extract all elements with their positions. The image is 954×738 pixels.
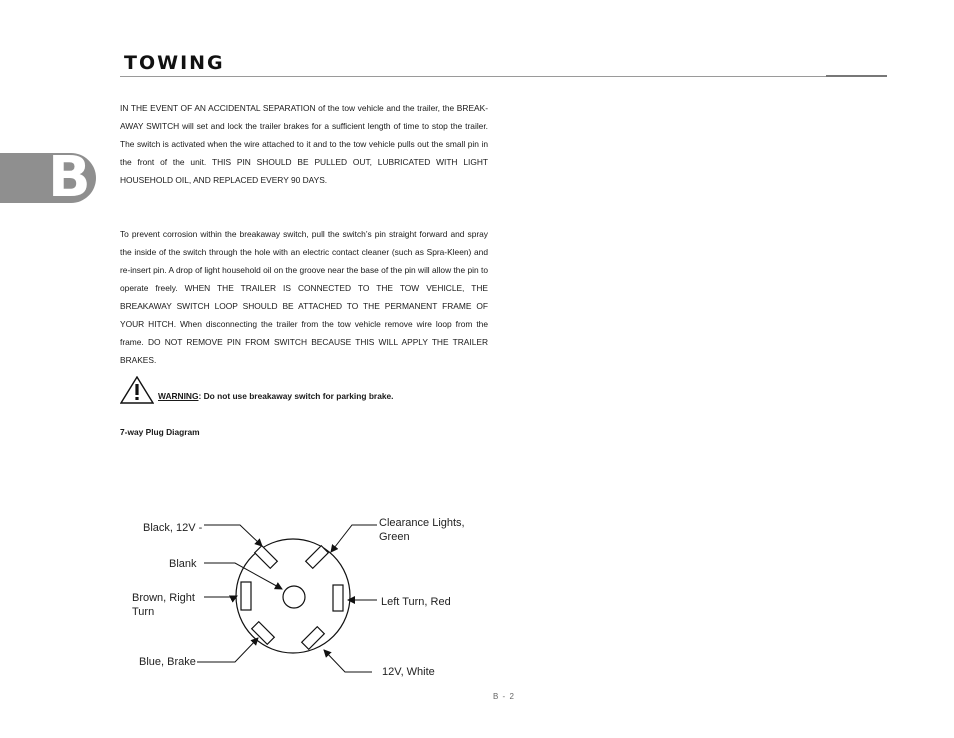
label-black: Black, 12V - [143,522,203,534]
title-rule [120,76,887,77]
plug-diagram [120,505,480,685]
pin-center [283,586,305,608]
title-rule-accent [826,75,887,77]
label-brown-line1: Brown, Right [132,592,195,604]
page-number: B - 2 [493,692,515,701]
warning-triangle-icon [120,376,154,404]
label-blue: Blue, Brake [139,656,196,668]
pin-left-turn [333,585,343,611]
label-blank: Blank [169,558,197,570]
label-left-turn: Left Turn, Red [381,596,451,608]
label-clearance-line2: Green [379,531,410,543]
diagram-title: 7-way Plug Diagram [120,427,200,437]
warning-message: : Do not use breakaway switch for parking brake. [198,391,394,401]
pin-brown [241,582,251,610]
warning-text [158,391,394,401]
label-white: 12V, White [382,666,435,678]
paragraph-breakaway: IN THE EVENT OF AN ACCIDENTAL SEPARATION of the tow vehicle and the trailer, the BREAK-AWAY SWITCH will set and lock the trailer brakes for a sufficient length of time to stop the trailer. The switch is activated when the wire attached to it and to the tow vehicle pulls out the small pin in the front of the unit. THIS PIN SHOULD BE PULLED OUT, LUBRICATED WITH LIGHT HOUSEHOLD OIL, AND REPLACED EVERY 90 DAYS. [120,103,488,185]
page-title: TOWING [124,52,225,74]
section-tab [0,145,96,210]
label-brown-line2: Turn [132,606,155,618]
section-tab-letter: B [48,145,91,210]
warning-label: WARNING [158,391,199,401]
label-clearance-line1: Clearance Lights, [379,517,465,529]
paragraph-corrosion: To prevent corrosion within the breakaway switch, pull the switch’s pin straight forward and spray the inside of the switch through the hole with an electric contact cleaner (such as Spra-Kleen) and re-insert pin. A drop of light household oil on the groove near the base of the pin will allow the pin to operate freely. WHEN THE TRAILER IS CONNECTED TO THE TOW VEHICLE, THE BREAKAWAY SWITCH LOOP SHOULD BE ATTACHED TO THE PERMANENT FRAME OF YOUR HITCH. When disconnecting the trailer from the tow vehicle remove wire loop from the frame. DO NOT REMOVE PIN FROM SWITCH BECAUSE THIS WILL APPLY THE TRAILER BRAKES. [120,229,488,365]
